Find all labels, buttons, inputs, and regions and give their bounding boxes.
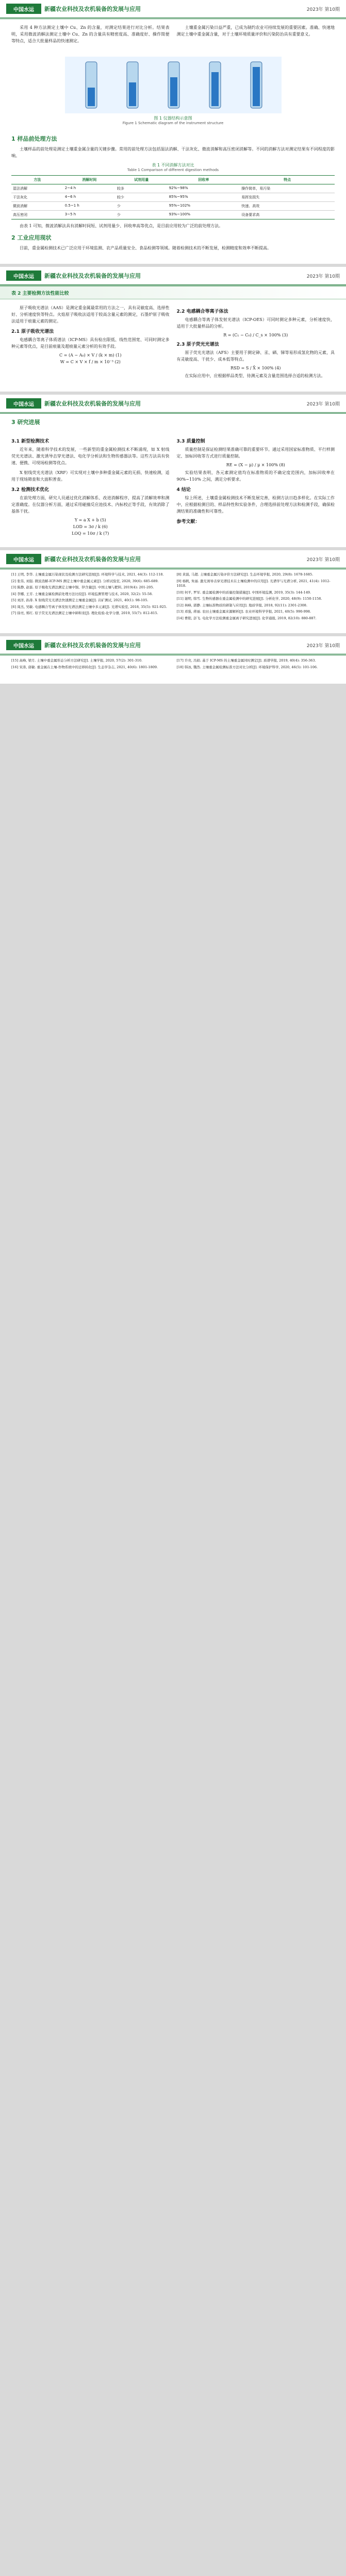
table-cell: 85%~95% xyxy=(168,193,240,202)
journal-logo xyxy=(6,554,141,564)
section-3-title: 3 研究进展 xyxy=(11,419,40,426)
paragraph: 近年来，随着科学技术的发展，一些新型的重金属检测技术不断涌现，如 X 射线荧光光谱法、激光诱导击穿光谱法、电化学分析法和生物传感器法等。这些方法具有快速、便携、可现场检测等优点。 xyxy=(11,447,170,465)
table-banner: 表 2 主要检测方法性能比较 xyxy=(0,286,346,299)
logo-box: 中国水运 xyxy=(6,640,41,650)
page-header xyxy=(0,550,346,569)
subsection-title: 3.1 新型检测技术 xyxy=(11,439,50,444)
table-cell: 微波消解 xyxy=(11,202,63,211)
figure-1-caption-en: Figure 1 Schematic diagram of the instrument structure xyxy=(122,121,224,125)
table-cell: 0.5~1 h xyxy=(63,202,116,211)
equation-1: C = (A − A₀) × V / (k × m) (1) xyxy=(59,353,122,358)
table-cell: 易挥发损失 xyxy=(240,193,335,202)
table-cell: 设备要求高 xyxy=(240,211,335,219)
reference-item: [15] 高峰, 梁月. 土壤中重金属形态分析方法研究[J]. 土壤学报, 2020, 57(2): 301-310. xyxy=(11,658,143,663)
page-4 xyxy=(0,550,346,633)
table-cell: 干法灰化 xyxy=(11,193,63,202)
logo-box: 中国水运 xyxy=(6,4,41,14)
equation-8: RE = (X − μ) / μ × 100% (8) xyxy=(226,463,285,467)
paragraph: 原子吸收光谱法（AAS）是测定重金属最常用的方法之一，具有灵敏度高、选择性好、分析速度快等特点。火焰原子吸收法适用于较高含量元素的测定，石墨炉原子吸收法适用于痕量元素的测定。 xyxy=(11,306,170,324)
logo-box: 中国水运 xyxy=(6,554,41,564)
equation-3: R = (C₁ − C₀) / C_s × 100% (3) xyxy=(223,333,288,337)
reference-item: [9] 杨帆, 朱丽. 激光诱导击穿光谱技术在土壤检测中的应用[J]. 光谱学与光谱分析, 2021, 41(4): 1012-1018. xyxy=(176,579,331,588)
tube-2 xyxy=(127,62,138,108)
reference-item: [16] 宋涛, 唐敏. 重金属在土壤-作物系统中的迁移转化[J]. 生态学杂志, 2021, 40(6): 1801-1809. xyxy=(11,665,158,669)
intro-left-paragraph: 采用 4 种方法测定土壤中 Cu、Zn 的含量，对测定结果进行对比分析。结果表明，采用微波消解法测定土壤中 Cu、Zn 的含量具有精密度高、准确度好、操作简便等特点，适合大批量样品的快速测定。 xyxy=(11,25,170,43)
section-1-paragraph-2: 由表 1 可知，微波消解法具有消解时间短、试剂用量少、回收率高等优点，是目前应用较为广泛的前处理方法。 xyxy=(20,224,223,228)
reference-item: [7] 徐亮, 郑红. 原子荧光光谱法测定土壤中砷和汞[J]. 理化检验-化学分册, 2019, 55(7): 812-815. xyxy=(11,611,158,615)
header-title: 新疆农业科技及农机装备的发展与应用 xyxy=(44,273,141,279)
table-header: 试剂用量 xyxy=(116,176,168,184)
subsection-title: 3.3 质量控制 xyxy=(176,439,205,444)
table-cell: 快速、高效 xyxy=(240,202,335,211)
page-header xyxy=(0,395,346,414)
section-2-paragraph: 目前，重金属检测技术已广泛应用于环境监测、农产品质量安全、食品检测等领域。随着检测技术的不断发展，检测精度和效率不断提高。 xyxy=(20,246,271,250)
conclusion-title: 4 结论 xyxy=(176,487,191,493)
paragraph: X 射线荧光光谱法（XRF）可实现对土壤中多种重金属元素的无损、快速检测，适用于现场筛查和大面积普查。 xyxy=(11,470,170,482)
reference-item: [13] 邓强, 蒋丽. 农田土壤重金属来源解析[J]. 农业环境科学学报, 2021, 40(5): 990-998. xyxy=(176,609,311,614)
header-title: 新疆农业科技及农机装备的发展与应用 xyxy=(44,6,141,12)
table-1 xyxy=(11,175,335,219)
table-cell: 少 xyxy=(116,211,168,219)
table-cell: 操作简单，易污染 xyxy=(240,184,335,193)
paragraph: 在实际应用中，应根据样品类型、待测元素及含量范围选择合适的检测方法。 xyxy=(185,374,325,378)
intro-right-paragraph: 土壤重金属污染日益严重，已成为制约农业可持续发展的重要因素。准确、快速地测定土壤中重金属含量，对于土壤环境质量评价和污染防治具有重要意义。 xyxy=(176,25,335,37)
conclusion-paragraph: 综上所述，土壤重金属检测技术不断发展完善，检测方法日趋多样化。在实际工作中，应根据检测目的、样品特性和实验条件，合理选择前处理方法和检测手段，确保检测结果的准确性和可靠性。 xyxy=(176,496,335,514)
reference-item: [5] 刘洋, 孙涛. X 射线荧光光谱法快速测定土壤重金属[J]. 岩矿测试, 2021, 40(1): 98-105. xyxy=(11,598,149,602)
table-header: 回收率 xyxy=(168,176,240,184)
table-1-title-en: Table 1 Comparison of different digestion methods xyxy=(127,168,219,172)
figure-1 xyxy=(11,53,335,129)
equation-6: LOD = 3σ / k (6) xyxy=(73,524,108,529)
reference-item: [4] 李娜, 王芳. 土壤重金属检测前处理方法比较[J]. 环境监测管理与技术, 2020, 32(2): 55-58. xyxy=(11,591,153,596)
table-cell: 较少 xyxy=(116,193,168,202)
journal-logo xyxy=(6,640,141,650)
page-2 xyxy=(0,267,346,392)
equation-4: RSD = S / X̄ × 100% (4) xyxy=(230,366,281,370)
table-header: 特点 xyxy=(240,176,335,184)
header-title: 新疆农业科技及农机装备的发展与应用 xyxy=(44,642,141,649)
paragraph: 原子荧光光谱法（AFS）主要用于测定砷、汞、硒、锑等易形成氢化物的元素，具有灵敏度高、干扰少、成本低等特点。 xyxy=(176,350,335,362)
instrument-diagram xyxy=(65,57,282,113)
table-cell: 较多 xyxy=(116,184,168,193)
page-header xyxy=(0,267,346,286)
tube-4 xyxy=(209,62,221,108)
references-list xyxy=(0,569,346,624)
table-cell: 湿法消解 xyxy=(11,184,63,193)
table-cell: 93%~100% xyxy=(168,211,240,219)
reference-item: [14] 曹阳, 彭飞. 电化学方法检测重金属离子研究进展[J]. 化学通报, 2019, 82(10): 880-887. xyxy=(176,616,317,620)
table-cell: 4~6 h xyxy=(63,193,116,202)
equation-7: LOQ = 10σ / k (7) xyxy=(72,531,109,536)
issue-label: 2023年 第10期 xyxy=(306,401,340,407)
reference-item: [2] 张伟, 刘强. 微波消解-ICP-MS 测定土壤中重金属元素[J]. 分析试验室, 2020, 39(6): 685-689. xyxy=(11,579,159,583)
table-row xyxy=(11,202,335,211)
reference-item: [10] 何平, 罗军. 重金属检测中的质量控制措施[J]. 中国环境监测, 2019, 35(3): 144-149. xyxy=(176,590,311,595)
subsection-title: 2.1 原子吸收光谱法 xyxy=(11,329,54,334)
reference-item: [8] 黄磊, 马超. 土壤重金属污染评价方法研究[J]. 生态环境学报, 2020, 29(8): 1678-1685. xyxy=(176,572,314,577)
table-cell: 92%~98% xyxy=(168,184,240,193)
equation-2: W = C × V × f / m × 10⁻³ (2) xyxy=(60,360,121,364)
reference-item: [17] 许亮, 冯娟. 基于 ICP-MS 的土壤重金属同时测定[J]. 质谱学报, 2019, 40(4): 356-363. xyxy=(176,658,316,663)
journal-logo xyxy=(6,4,141,14)
table-row xyxy=(11,211,335,219)
reference-item: [12] 林峰, 郭静. 土壤标准物质的研制与应用[J]. 地质学报, 2018, 92(11): 2301-2308. xyxy=(176,603,308,607)
page-5 xyxy=(0,636,346,684)
equation-5: Y = a X + b (5) xyxy=(74,518,106,522)
tube-5 xyxy=(251,62,262,108)
tube-3 xyxy=(168,62,179,108)
references-list xyxy=(0,655,346,674)
paragraph: 电感耦合等离子体质谱法（ICP-MS）具有检出限低、线性范围宽、可同时测定多种元素等优点，是目前痕量及超痕量元素分析的有效手段。 xyxy=(11,337,170,349)
page-header xyxy=(0,636,346,655)
page-header xyxy=(0,0,346,19)
table-header: 方法 xyxy=(11,176,63,184)
table-cell: 3~5 h xyxy=(63,211,116,219)
figure-1-caption: 图 1 仪器结构示意图 xyxy=(154,116,192,121)
table-1-title: 表 1 不同消解方法对比 xyxy=(152,163,194,167)
section-2-title: 2 工业应用现状 xyxy=(11,234,52,241)
reference-item: [18] 韩冰, 魏然. 土壤重金属检测标准方法对比分析[J]. 环境保护科学, 2020, 46(5): 101-106. xyxy=(176,665,318,669)
subsection-title: 3.2 检测技术优化 xyxy=(11,487,50,493)
reference-item: [6] 周杰, 吴敏. 电感耦合等离子体发射光谱法测定土壤中多元素[J]. 光谱实验室, 2018, 35(5): 921-925. xyxy=(11,604,167,609)
references-title: 参考文献： xyxy=(176,519,200,524)
section-1-title: 1 样品前处理方法 xyxy=(11,135,57,142)
subsection-title: 2.3 原子荧光光谱法 xyxy=(176,342,219,347)
issue-label: 2023年 第10期 xyxy=(306,557,340,563)
paragraph: 质量控制是保证检测结果准确可靠的重要环节。通过采用国家标准物质、平行样测定、加标回收等方式进行质量控制。 xyxy=(176,447,335,459)
table-row xyxy=(11,193,335,202)
tube-1 xyxy=(86,62,97,108)
issue-label: 2023年 第10期 xyxy=(306,643,340,649)
page-1 xyxy=(0,0,346,264)
header-title: 新疆农业科技及农机装备的发展与应用 xyxy=(44,556,141,563)
table-header: 消解时间 xyxy=(63,176,116,184)
paragraph: 在前处理方面，研究人员通过优化消解体系、改进消解程序，提高了消解效率和测定准确度。在仪器分析方面，通过采用碰撞反应池技术、内标校正等手段，有效消除了基体干扰。 xyxy=(11,496,170,514)
journal-logo xyxy=(6,270,141,281)
paragraph: 实验结果表明，各元素测定值均在标准物质的不确定度范围内，加标回收率在 90%~110% 之间，满足分析要求。 xyxy=(176,470,335,482)
table-cell: 95%~102% xyxy=(168,202,240,211)
reference-item: [1] 王明, 李华. 土壤重金属污染现状及检测方法研究进展[J]. 环境科学与技术, 2021, 44(3): 112-118. xyxy=(11,572,164,577)
section-1-paragraph: 土壤样品的前处理是测定土壤重金属含量的关键步骤。常用的前处理方法包括湿法消解、干法灰化、微波消解和高压密闭消解等。不同的消解方法对测定结果有不同程度的影响。 xyxy=(11,147,335,158)
table-cell: 高压密闭 xyxy=(11,211,63,219)
issue-label: 2023年 第10期 xyxy=(306,7,340,12)
table-cell: 少 xyxy=(116,202,168,211)
paragraph: 电感耦合等离子体发射光谱法（ICP-OES）可同时测定多种元素，分析速度快，适用于大批量样品的分析。 xyxy=(176,317,335,329)
logo-box: 中国水运 xyxy=(6,398,41,409)
table-cell: 2~4 h xyxy=(63,184,116,193)
reference-item: [11] 谢明, 韩雪. 生物传感器在重金属检测中的研究进展[J]. 分析化学, 2020, 48(9): 1150-1158. xyxy=(176,597,322,601)
page-3 xyxy=(0,395,346,547)
issue-label: 2023年 第10期 xyxy=(306,274,340,279)
journal-logo xyxy=(6,398,141,409)
subsection-title: 2.2 电感耦合等离子体法 xyxy=(176,309,228,314)
reference-item: [3] 陈静, 赵磊. 原子吸收光谱法测定土壤中铜、锌含量[J]. 中国土壤与肥料, 2019(4): 201-205. xyxy=(11,585,154,589)
logo-box: 中国水运 xyxy=(6,270,41,281)
table-row xyxy=(11,184,335,193)
header-title: 新疆农业科技及农机装备的发展与应用 xyxy=(44,400,141,407)
